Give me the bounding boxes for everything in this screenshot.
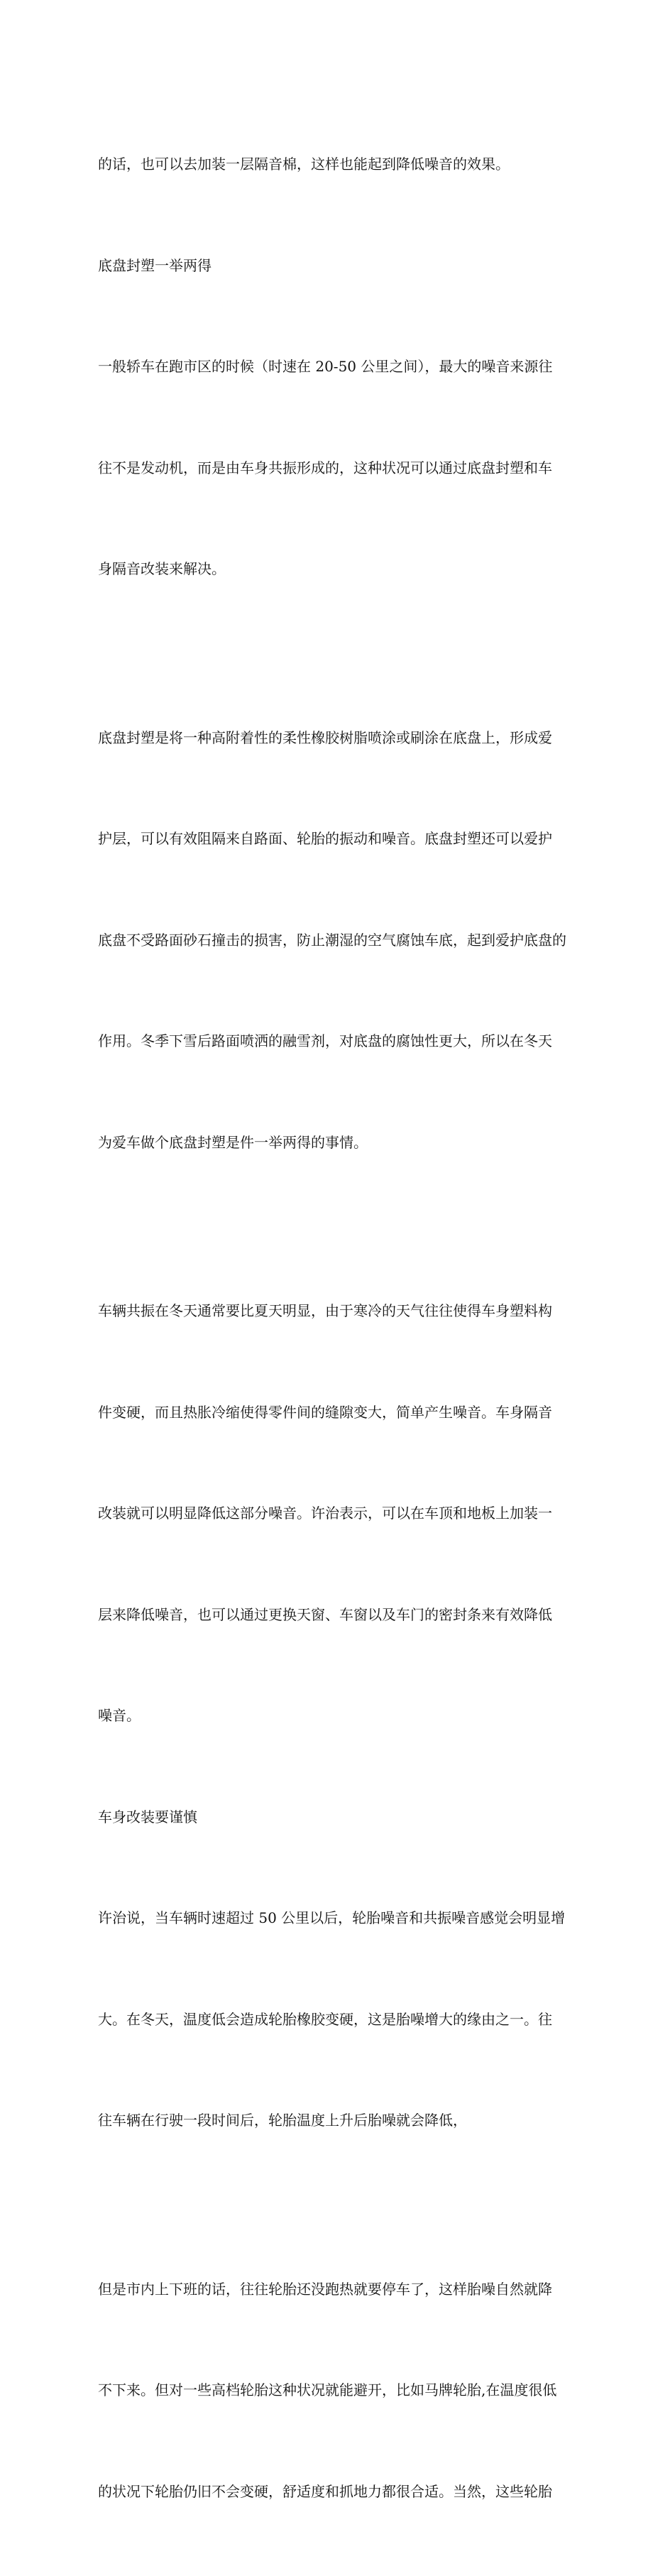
text-line: 的话，也可以去加装一层隔音棉，这样也能起到降低噪音的效果。 bbox=[98, 148, 559, 182]
section-heading: 车身改装要谨慎 bbox=[98, 1801, 559, 1835]
text-line: 底盘不受路面砂石撞击的损害，防止潮湿的空气腐蚀车底，起到爱护底盘的 bbox=[98, 924, 559, 958]
text-line: 不下来。但对一些高档轮胎这种状况就能避开，比如马牌轮胎,在温度很低 bbox=[98, 2374, 559, 2408]
paragraph bbox=[98, 283, 559, 654]
text-line: 作用。冬季下雪后路面喷洒的融雪剂，对底盘的腐蚀性更大，所以在冬天 bbox=[98, 1025, 559, 1059]
text-line: 层来降低噪音，也可以通过更换天窗、车窗以及车门的密封条来有效降低 bbox=[98, 1598, 559, 1632]
text-line: 底盘封塑是将一种高附着性的柔性橡胶树脂喷涂或刷涂在底盘上，形成爱 bbox=[98, 721, 559, 755]
document-page bbox=[0, 0, 653, 924]
text-line: 往不是发动机，而是由车身共振形成的，这种状况可以通过底盘封塑和车 bbox=[98, 452, 559, 486]
paragraph bbox=[98, 654, 559, 1228]
section-heading: 底盘封塑一举两得 bbox=[98, 249, 559, 283]
paragraph bbox=[98, 1227, 559, 1801]
text-line: 护层，可以有效阻隔来自路面、轮胎的振动和噪音。底盘封塑还可以爱护 bbox=[98, 822, 559, 856]
text-line: 件变硬，而且热胀冷缩使得零件间的缝隙变大，简单产生噪音。车身隔音 bbox=[98, 1396, 559, 1430]
text-line: 为爱车做个底盘封塑是件一举两得的事情。 bbox=[98, 1126, 559, 1160]
text-line: 大。在冬天，温度低会造成轮胎橡胶变硬，这是胎噪增大的缘由之一。往 bbox=[98, 2003, 559, 2037]
text-line: 但是市内上下班的话，往往轮胎还没跑热就要停车了，这样胎噪自然就降 bbox=[98, 2273, 559, 2307]
paragraph bbox=[98, 1834, 559, 2205]
text-line: 改装就可以明显降低这部分噪音。许治表示，可以在车顶和地板上加装一 bbox=[98, 1497, 559, 1531]
text-line: 噪音。 bbox=[98, 1699, 559, 1733]
text-line: 往车辆在行驶一段时间后，轮胎温度上升后胎噪就会降低， bbox=[98, 2104, 559, 2138]
text-line: 一般轿车在跑市区的时候（时速在 20-50 公里之间），最大的噪音来源往 bbox=[98, 350, 559, 384]
text-line: 的状况下轮胎仍旧不会变硬，舒适度和抓地力都很合适。当然，这些轮胎 bbox=[98, 2475, 559, 2509]
paragraph bbox=[98, 2205, 559, 2576]
text-line: 身隔音改装来解决。 bbox=[98, 552, 559, 586]
text-line: 车辆共振在冬天通常要比夏天明显，由于寒冷的天气往往使得车身塑料构 bbox=[98, 1294, 559, 1328]
paragraph bbox=[98, 80, 559, 249]
document-body bbox=[98, 80, 559, 2576]
text-line: 许治说，当车辆时速超过 50 公里以后，轮胎噪音和共振噪音感觉会明显增 bbox=[98, 1901, 559, 1936]
